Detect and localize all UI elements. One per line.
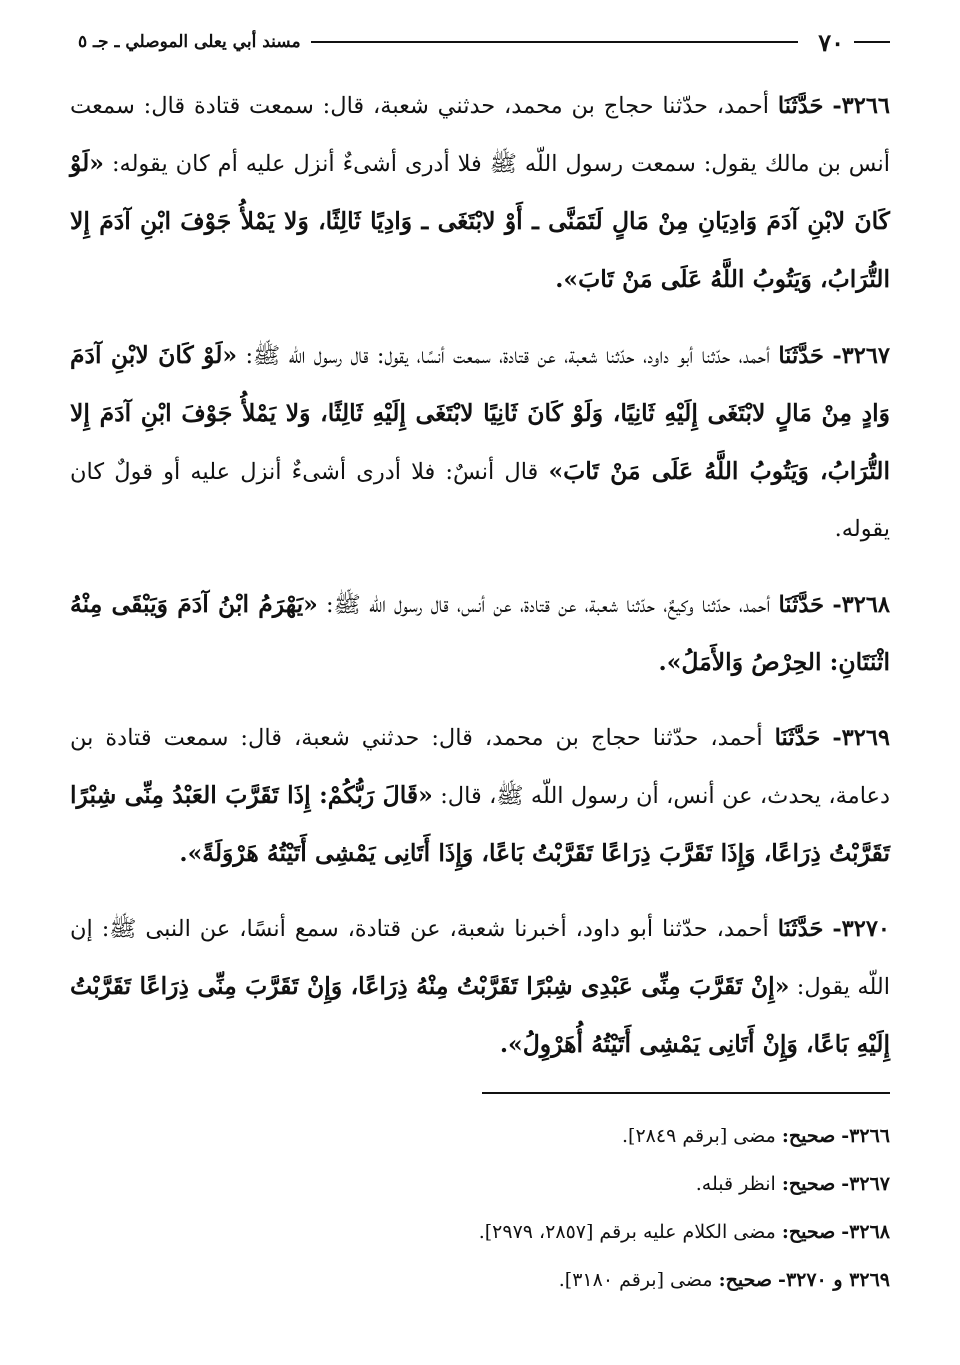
footnote-ref: ٣٢٦٦- [841, 1125, 890, 1147]
footnote-grade: صحيح: [781, 1125, 836, 1147]
footnote-divider [482, 1092, 890, 1094]
hadith-chain: أحمد، حدّثنا أبو داود، حدّثنا شعبة، عن قتادة، سمعت أنسًا، يقول: قال رسول اللّه ﷺ: [245, 343, 770, 369]
hadith-matn: «إِنْ تَقَرَّبَ مِنِّى عَبْدِى شِبْرًا تَقَرَّبْتُ مِنْهُ ذِرَاعًا، وَإِنْ تَقَرَّبَ مِنِّى ذِرَاعًا تَقَرَّبْتُ إِلَيْهِ بَاعًا، وَإِنْ أَتَانِى يَمْشِى أَتَيْتُهُ أُهَرْوِلُ». [70, 972, 890, 1058]
page-number: ٧٠ [818, 27, 844, 57]
hadith-matn: «قَالَ رَبُّكُمْ: إِذَا تَقَرَّبَ العَبْدُ مِنِّى شِبْرًا تَقَرَّبْتُ ذِرَاعًا، وَإِذَا تَقَرَّبَ ذِرَاعًا تَقَرَّبْتُ بَاعًا، وَإِذَا أَتَانِى يَمْشِى أَتَيْتُهُ هَرْوَلَةً». [70, 781, 890, 867]
book-page [70, 22, 890, 1304]
hadith-3270 [70, 901, 890, 1074]
footnote-grade: صحيح: [781, 1173, 836, 1195]
footnote-ref: ٣٢٦٧- [841, 1173, 890, 1195]
hadith-matn: «لَوْ كَانَ لابْنِ آدَمَ وَادٍ مِنْ مَالٍ لابْتَغَى إِلَيْهِ ثَانِيًا، وَلَوْ كَانَ ثَانِيًا لابْتَغَى إِلَيْهِ ثَالِثًا، وَلا يَمْلأُ جَوْفَ ابْنِ آدَمَ إِلا التُّرَابُ، وَيَتُوبُ اللَّهُ عَلَى مَنْ تَابَ» [70, 341, 890, 485]
hadith-3266 [70, 78, 890, 309]
hadith-number: ٣٢٧٠- [832, 916, 891, 942]
footnote-grade: صحيح: [781, 1221, 836, 1243]
hadith-chain: أحمد، حدّثنا حجاج بن محمد، قال: حدثني شعبة، قال: سمعت قتادة بن دعامة، يحدث، عن أنس، أن رسول اللّه ﷺ، قال: [70, 725, 891, 809]
footnote-item [70, 1256, 890, 1304]
hadith-verb: حَدَّثَنَا [778, 592, 825, 618]
footnotes [70, 1112, 890, 1304]
hadith-verb: حَدَّثَنَا [777, 916, 824, 942]
footnote-item [70, 1208, 890, 1256]
footnote-text: انظر قبله. [695, 1173, 776, 1195]
footnote-text: مضى الكلام عليه برقم [٢٨٥٧، ٢٩٧٩]. [478, 1221, 776, 1243]
hadith-verb: حَدَّثَنَا [774, 725, 821, 751]
hadith-matn: «يَهْرَمُ ابْنُ آدَمَ وَيَبْقَى مِنْهُ اثْنَتَانِ: الحِرْصُ وَالأَمَلُ». [70, 590, 890, 676]
footnote-item [70, 1112, 890, 1160]
footnote-ref: ٣٢٦٨- [841, 1221, 890, 1243]
footnote-text: مضى [برقم ٢٨٤٩]. [622, 1125, 776, 1147]
footnote-grade: صحيح: [718, 1269, 772, 1291]
hadith-number: ٣٢٦٦- [832, 93, 890, 119]
footnote-item [70, 1160, 890, 1208]
hadith-3269 [70, 710, 890, 883]
hadith-number: ٣٢٦٨- [832, 592, 890, 618]
hadith-chain: أحمد، حدّثنا وكيعٌ، حدّثنا شعبة، عن قتادة، عن أنس، قال رسول اللّه ﷺ: [326, 592, 771, 618]
main-text [70, 78, 890, 1074]
hadith-chain: أحمد، حدّثنا حجاج بن محمد، حدثني شعبة، قال: سمعت قتادة قال: سمعت أنس بن مالك يقول: سمعت رسول اللّه ﷺ فلا أدرى أشىءٌ أنزل عليه أم كان يقوله: [70, 93, 891, 177]
hadith-verb: حَدَّثَنَا [777, 93, 824, 119]
hadith-verb: حَدَّثَنَا [778, 343, 824, 369]
header-dash [854, 41, 890, 43]
running-header [70, 22, 890, 62]
hadith-matn: «لَوْ كَانَ لابْنِ آدَمَ وَادِيَانِ مِنْ مَالٍ لَتَمَنَّى ـ أَوْ لابْتَغَى ـ وَادِيًا ثَالِثًا، وَلا يَمْلأُ جَوْفَ ابْنِ آدَمَ إِلا التُّرَابُ، وَيَتُوبُ اللَّهُ عَلَى مَنْ تَابَ». [70, 149, 890, 293]
hadith-3267 [70, 327, 890, 558]
hadith-3268 [70, 576, 890, 692]
footnote-ref: ٣٢٦٩ و ٣٢٧٠- [778, 1269, 890, 1291]
hadith-number: ٣٢٦٩- [832, 725, 891, 751]
hadith-chain: أحمد، حدّثنا أبو داود، أخبرنا شعبة، عن قتادة، سمع أنسًا، عن النبى ﷺ: إن اللّه يقول: [70, 916, 891, 1000]
book-title: مسند أبي يعلى الموصلي ـ جـ ٥ [78, 32, 301, 52]
header-rule [311, 41, 799, 43]
hadith-number: ٣٢٦٧- [832, 343, 891, 369]
hadith-tail: قال أنسٌ: فلا أدرى أشىءٌ أنزل عليه أو قولٌ كان يقوله. [70, 459, 890, 542]
footnote-text: مضى [برقم ٣١٨٠]. [558, 1269, 713, 1291]
